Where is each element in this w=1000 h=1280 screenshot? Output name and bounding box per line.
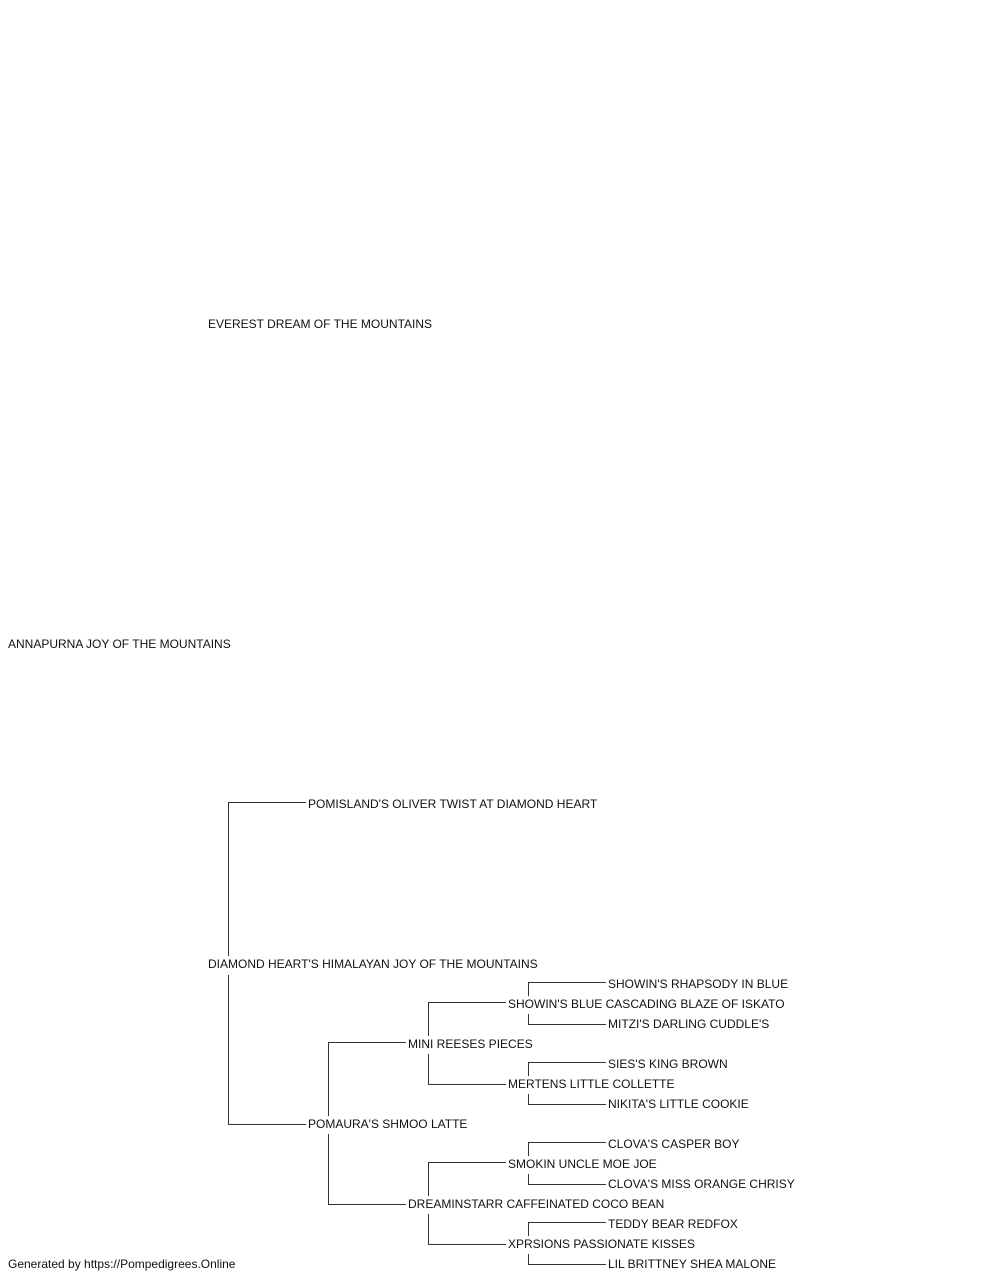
ddd-dam-name: XPRSIONS PASSIONATE KISSES [508,1237,695,1251]
dddd-sire-name: TEDDY BEAR REDFOX [608,1217,738,1231]
dam-name: DIAMOND HEART'S HIMALAYAN JOY OF THE MOUNTAINS [208,957,538,971]
dds-sire-name: SHOWIN'S BLUE CASCADING BLAZE OF ISKATO [508,997,785,1011]
footer-credit: Generated by https://Pompedigrees.Online [8,1257,236,1271]
ddds-sire-name: CLOVA'S CASPER BOY [608,1137,740,1151]
dds-dam-name: MERTENS LITTLE COLLETTE [508,1077,675,1091]
ddsd-sire-name: SIES'S KING BROWN [608,1057,728,1071]
ddd-sire-name: SMOKIN UNCLE MOE JOE [508,1157,657,1171]
ddds-dam-name: CLOVA'S MISS ORANGE CHRISY [608,1177,795,1191]
dam-sire-name: POMISLAND'S OLIVER TWIST AT DIAMOND HEART [308,797,598,811]
ddss-sire-name: SHOWIN'S RHAPSODY IN BLUE [608,977,789,991]
sire-name: EVEREST DREAM OF THE MOUNTAINS [208,317,433,331]
subject-name: ANNAPURNA JOY OF THE MOUNTAINS [8,637,231,651]
ddsd-dam-name: NIKITA'S LITTLE COOKIE [608,1097,749,1111]
dddd-dam-name: LIL BRITTNEY SHEA MALONE [608,1257,777,1271]
dam-dam-name: POMAURA'S SHMOO LATTE [308,1117,468,1131]
dd-dam-name: DREAMINSTARR CAFFEINATED COCO BEAN [408,1197,665,1211]
dd-sire-name: MINI REESES PIECES [408,1037,533,1051]
ddss-dam-name: MITZI'S DARLING CUDDLE'S [608,1017,770,1031]
